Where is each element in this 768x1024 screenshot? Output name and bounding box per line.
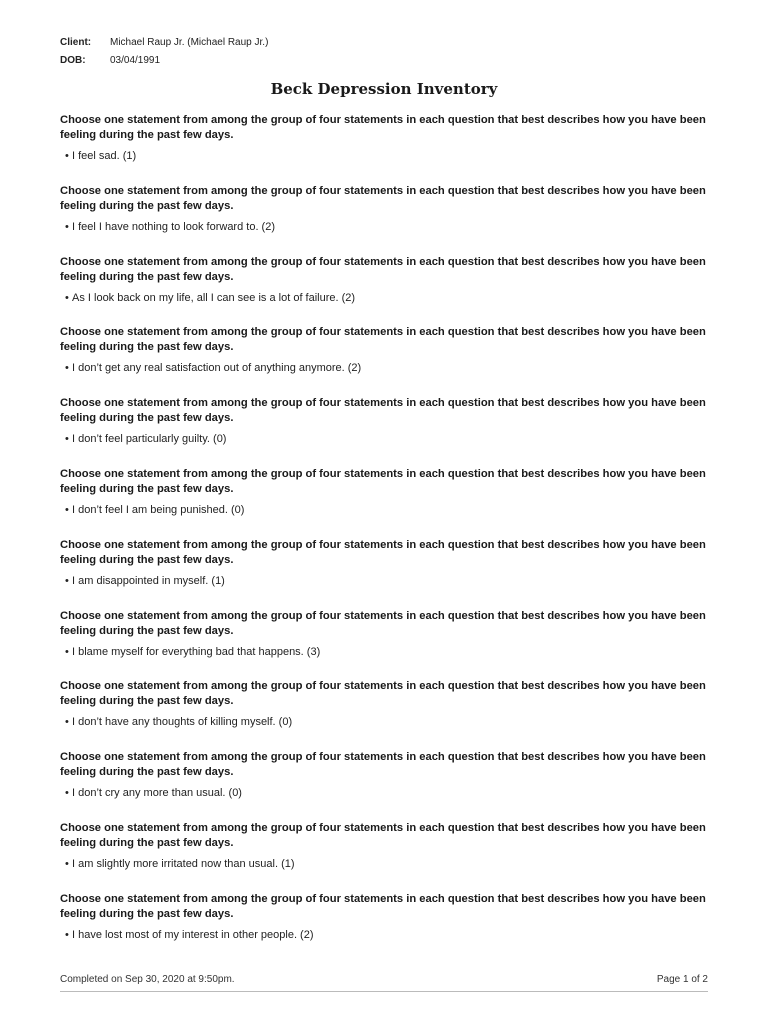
answer-text: I don’t feel particularly guilty. (0) [72,433,227,446]
question-prompt: Choose one statement from among the group of four statements in each question that best describes how you have been feeling during the past few days. [60,751,706,779]
question-prompt: Choose one statement from among the group of four statements in each question that best describes how you have been feeling during the past few days. [60,892,706,920]
page-number: Page 1 of 2 [656,974,708,985]
bullet-icon: • [65,574,69,587]
client-label: Client: [60,37,92,48]
bullet-icon: • [65,433,69,446]
page-footer [60,974,708,985]
answer-text: I don’t get any real satisfaction out of anything anymore. (2) [72,362,362,375]
answer-text: I feel I have nothing to look forward to. (2) [72,220,276,233]
question-answer [60,715,708,729]
bullet-icon: • [65,362,69,375]
answer-text: I have lost most of my interest in other people. (2) [72,928,314,941]
bullet-icon: • [65,928,69,941]
question-item [60,467,708,538]
answer-text: I feel sad. (1) [72,150,137,162]
client-row [60,34,268,52]
question-answer [60,291,708,305]
client-header [60,34,268,70]
question-answer [60,645,708,659]
question-item [60,538,708,609]
question-item [60,821,708,892]
question-item [60,255,708,326]
question-item [60,750,708,821]
bullet-icon: • [65,220,69,233]
question-answer [60,857,708,871]
question-list [60,113,708,963]
question-prompt: Choose one statement from among the group of four statements in each question that best describes how you have been feeling during the past few days. [60,538,706,566]
question-item [60,184,708,255]
question-prompt: Choose one statement from among the group of four statements in each question that best describes how you have been feeling during the past few days. [60,255,706,283]
question-prompt: Choose one statement from among the group of four statements in each question that best describes how you have been feeling during the past few days. [60,184,706,212]
client-name: Michael Raup Jr. (Michael Raup Jr.) [110,37,269,48]
question-prompt: Choose one statement from among the group of four statements in each question that best describes how you have been feeling during the past few days. [60,467,706,495]
bullet-icon: • [65,716,69,729]
answer-text: I am disappointed in myself. (1) [72,574,225,587]
answer-text: I don’t have any thoughts of killing myself. (0) [72,716,293,729]
question-answer [60,574,708,588]
question-prompt: Choose one statement from among the group of four statements in each question that best describes how you have been feeling during the past few days. [60,821,706,849]
question-prompt: Choose one statement from among the group of four statements in each question that best describes how you have been feeling during the past few days. [60,609,706,637]
bullet-icon: • [65,857,69,870]
dob-row [60,52,268,70]
bullet-icon: • [65,503,69,516]
answer-text: I don’t cry any more than usual. (0) [72,787,242,800]
bullet-icon: • [65,150,69,162]
question-answer [60,361,708,375]
bullet-icon: • [65,291,69,304]
question-answer [60,432,708,446]
answer-text: I don’t feel I am being punished. (0) [72,503,245,516]
bullet-icon: • [65,787,69,800]
answer-text: As I look back on my life, all I can see is a lot of failure. (2) [72,291,356,304]
question-item [60,679,708,750]
question-prompt: Choose one statement from among the group of four statements in each question that best describes how you have been feeling during the past few days. [60,397,706,425]
question-prompt: Choose one statement from among the group of four statements in each question that best describes how you have been feeling during the past few days. [60,114,706,141]
question-item [60,325,708,396]
question-answer [60,928,708,942]
footer-divider [60,991,708,992]
question-answer [60,503,708,517]
answer-text: I am slightly more irritated now than usual. (1) [72,857,295,870]
bullet-icon: • [65,645,69,658]
question-prompt: Choose one statement from among the group of four statements in each question that best describes how you have been feeling during the past few days. [60,680,706,708]
answer-text: I blame myself for everything bad that happens. (3) [72,645,321,658]
question-answer [60,786,708,800]
question-prompt: Choose one statement from among the group of four statements in each question that best describes how you have been feeling during the past few days. [60,326,706,354]
dob-label: DOB: [60,55,86,66]
question-item [60,892,708,963]
dob-value: 03/04/1991 [110,55,161,66]
question-answer [60,149,708,163]
completed-timestamp: Completed on Sep 30, 2020 at 9:50pm. [60,974,235,985]
question-item [60,396,708,467]
question-item [60,113,708,184]
page-title: Beck Depression Inventory [270,80,498,98]
question-answer [60,220,708,234]
question-item [60,609,708,680]
